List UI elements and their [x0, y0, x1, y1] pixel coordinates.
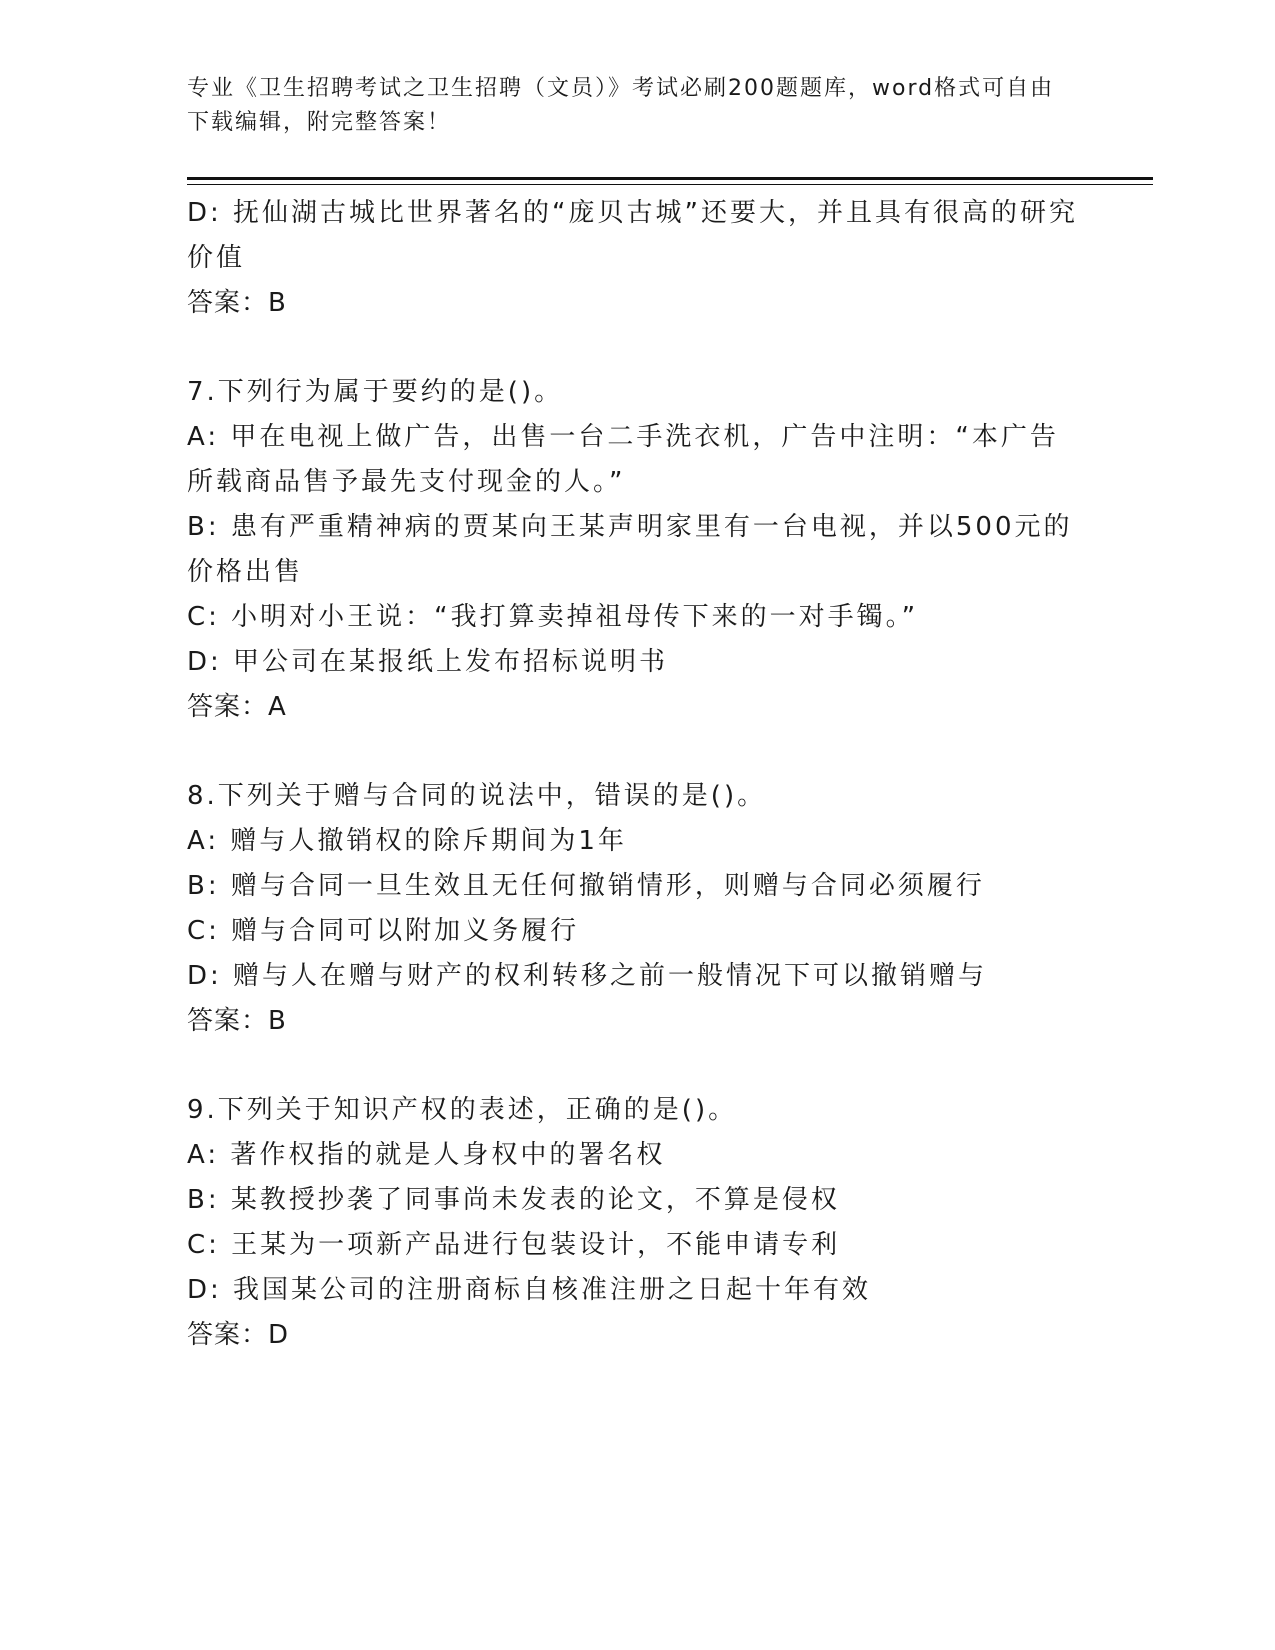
option-c: C: 王某为一项新产品进行包装设计，不能申请专利	[187, 1230, 841, 1260]
question-7	[187, 370, 1087, 730]
option-b: B: 某教授抄袭了同事尚未发表的论文，不算是侵权	[187, 1185, 840, 1215]
option-d: D: 甲公司在某报纸上发布招标说明书	[187, 647, 669, 677]
option-a: A: 赠与人撤销权的除斥期间为1年	[187, 826, 627, 856]
previous-question-continuation	[187, 191, 1087, 326]
question-stem: 7.下列行为属于要约的是()。	[187, 377, 564, 407]
question-9	[187, 1088, 1087, 1358]
answer-line: 答案：D	[187, 1320, 290, 1350]
spacer	[187, 1044, 1087, 1088]
option-b: B: 患有严重精神病的贾某向王某声明家里有一台电视，并以500元的价格出售	[187, 512, 1073, 587]
option-b: B: 赠与合同一旦生效且无任何撤销情形，则赠与合同必须履行	[187, 871, 985, 901]
answer-line: 答案：B	[187, 288, 287, 318]
question-stem: 8.下列关于赠与合同的说法中，错误的是()。	[187, 781, 767, 811]
option-d: D: 抚仙湖古城比世界著名的“庞贝古城”还要大，并且具有很高的研究价值	[187, 198, 1078, 273]
spacer	[187, 730, 1087, 774]
option-d: D: 赠与人在赠与财产的权利转移之前一般情况下可以撤销赠与	[187, 961, 988, 991]
question-stem: 9.下列关于知识产权的表述，正确的是()。	[187, 1095, 738, 1125]
option-d: D: 我国某公司的注册商标自核准注册之日起十年有效	[187, 1275, 872, 1305]
option-a: A: 甲在电视上做广告，出售一台二手洗衣机，广告中注明：“本广告所载商品售予最先支付现金的人。”	[187, 422, 1059, 497]
answer-line: 答案：B	[187, 1006, 287, 1036]
option-c: C: 赠与合同可以附加义务履行	[187, 916, 580, 946]
document-header: 专业《卫生招聘考试之卫生招聘（文员）》考试必刷200题题库，word格式可自由下载编辑，附完整答案！	[187, 76, 1055, 135]
header-divider-thin	[187, 184, 1153, 185]
question-8	[187, 774, 1087, 1044]
option-c: C: 小明对小王说：“我打算卖掉祖母传下来的一对手镯。”	[187, 602, 919, 632]
answer-line: 答案：A	[187, 692, 287, 722]
header-divider-thick	[187, 177, 1153, 180]
question-list	[187, 191, 1087, 1358]
spacer	[187, 326, 1087, 370]
option-a: A: 著作权指的就是人身权中的署名权	[187, 1140, 666, 1170]
